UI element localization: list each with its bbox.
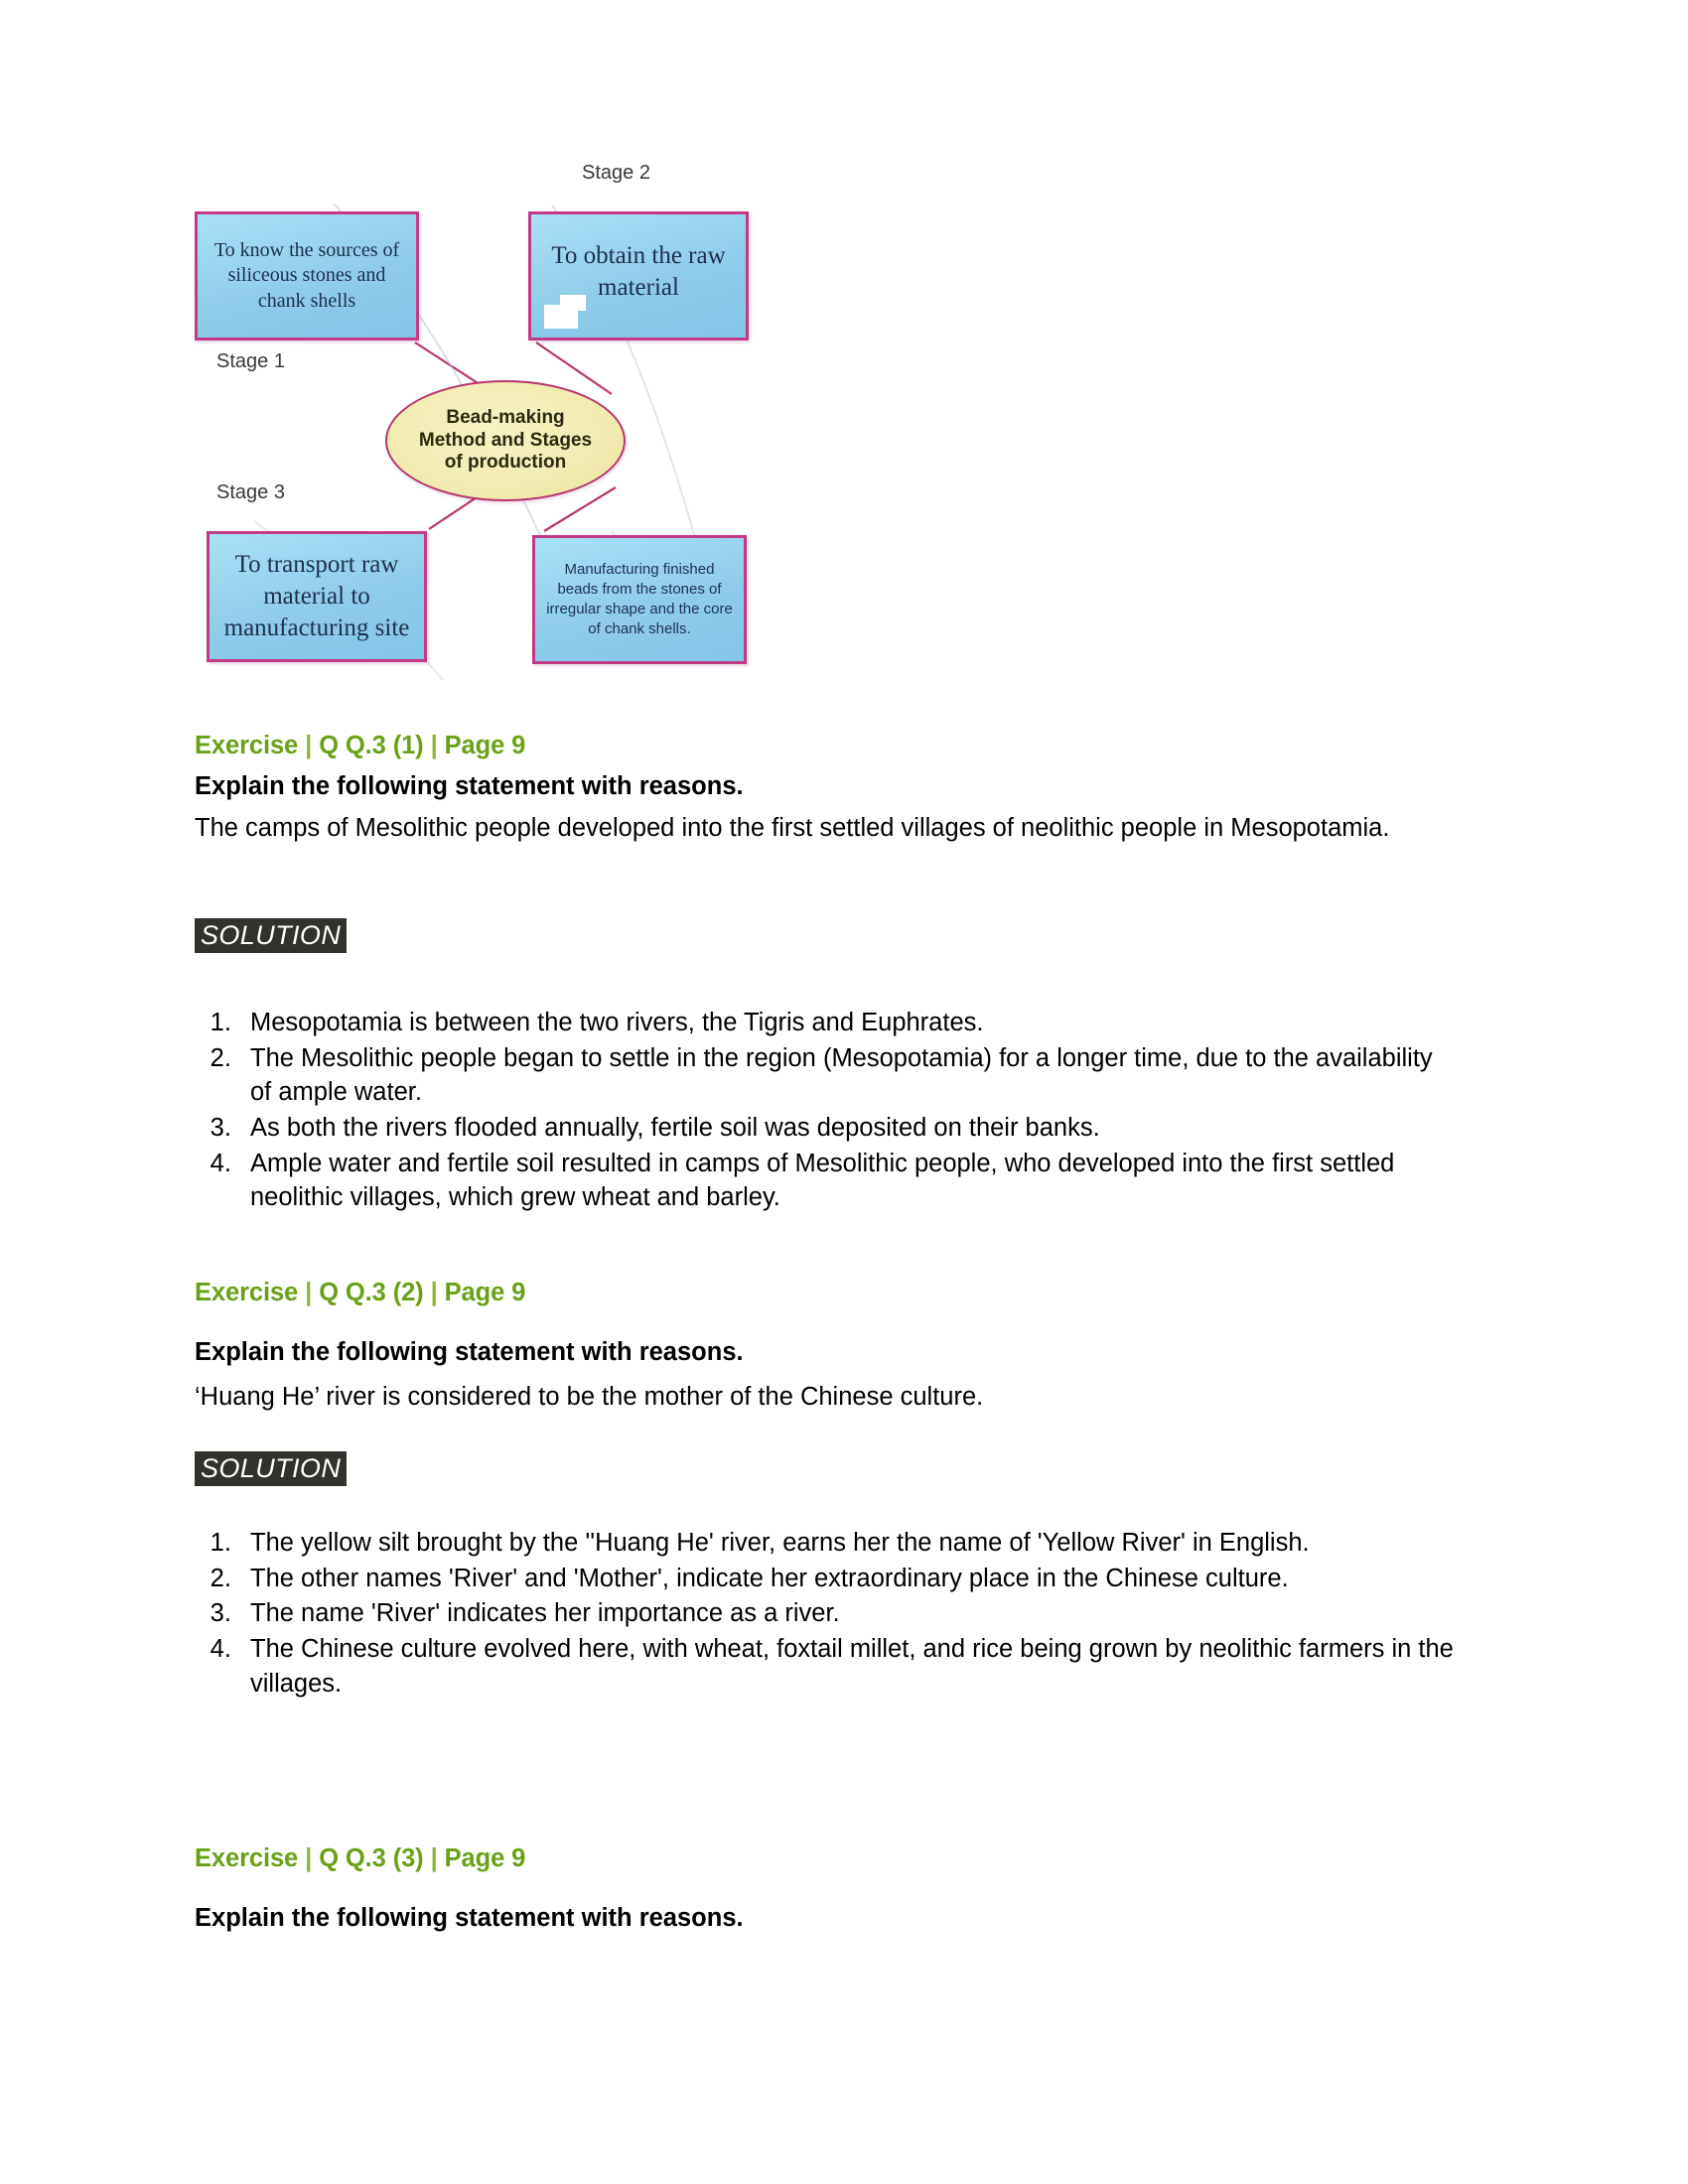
diagram-box-bottom-left bbox=[207, 531, 427, 662]
prompt-text-2: ‘Huang He’ river is considered to be the mother of the Chinese culture. bbox=[195, 1383, 984, 1411]
solution-list-1 bbox=[195, 1006, 1460, 1216]
heading-separator-2a: | bbox=[305, 1279, 313, 1306]
center-line-3: of production bbox=[444, 452, 567, 474]
diagram-box-bottom-right bbox=[532, 535, 747, 664]
heading-separator-1b: | bbox=[430, 732, 438, 759]
prompt-bold-1: Explain the following statement with reasons. bbox=[195, 772, 744, 800]
diagram-box-bottom-left-text: To transport raw material to manufacturing site bbox=[223, 551, 410, 641]
stage-label-3: Stage 3 bbox=[216, 481, 285, 503]
diagram-box-top-left-text: To know the sources of siliceous stones and chank shells bbox=[213, 238, 400, 312]
list-item: 2. The Mesolithic people began to settle in the region (Mesopotamia) for a longer time, due to the availability of ample water. bbox=[238, 1041, 1460, 1110]
list-item: 1. The yellow silt brought by the ''Huang He' river, earns her the name of 'Yellow River' in English. bbox=[238, 1526, 1460, 1561]
prompt-text-1: The camps of Mesolithic people developed into the first settled villages of neolithic people in Mesopotamia. bbox=[195, 814, 1390, 842]
center-line-2: Method and Stages bbox=[418, 429, 593, 451]
diagram-box-top-right-text: To obtain the raw material bbox=[551, 242, 726, 301]
heading-separator-2b: | bbox=[430, 1279, 438, 1306]
stage-label-2: Stage 2 bbox=[582, 162, 650, 184]
list-item: 3. The name 'River' indicates her importance as a river. bbox=[238, 1596, 1460, 1631]
list-item: 2. The other names 'River' and 'Mother', indicate her extraordinary place in the Chinese culture. bbox=[238, 1562, 1460, 1596]
exercise-label-2: Exercise bbox=[195, 1279, 299, 1306]
diagram-center-text bbox=[419, 407, 592, 474]
prompt-bold-3: Explain the following statement with reasons. bbox=[195, 1904, 744, 1932]
exercise-label-3: Exercise bbox=[195, 1844, 299, 1872]
heading-separator-3b: | bbox=[430, 1844, 438, 1872]
bead-making-stages-diagram bbox=[195, 162, 830, 710]
heading-separator-3a: | bbox=[305, 1844, 313, 1872]
solution-badge-1: SOLUTION bbox=[195, 918, 347, 953]
exercise-page-2: Page 9 bbox=[444, 1279, 526, 1306]
stage-label-1: Stage 1 bbox=[216, 350, 285, 372]
heading-separator-1a: | bbox=[305, 732, 313, 759]
exercise-question-1: Q Q.3 (1) bbox=[319, 732, 424, 759]
diagram-center-ellipse bbox=[385, 380, 626, 501]
exercise-label-1: Exercise bbox=[195, 732, 299, 759]
exercise-question-2: Q Q.3 (2) bbox=[319, 1279, 424, 1306]
exercise-question-3: Q Q.3 (3) bbox=[319, 1844, 424, 1872]
exercise-page-3: Page 9 bbox=[444, 1844, 526, 1872]
exercise-heading-2 bbox=[195, 1279, 525, 1307]
diagram-box-top-left bbox=[195, 211, 419, 341]
exercise-page-1: Page 9 bbox=[444, 732, 526, 759]
list-item: 1. Mesopotamia is between the two rivers, the Tigris and Euphrates. bbox=[238, 1006, 1460, 1040]
scan-artifact-secondary bbox=[560, 295, 586, 311]
list-item: 3. As both the rivers flooded annually, fertile soil was deposited on their banks. bbox=[238, 1111, 1460, 1146]
prompt-bold-2: Explain the following statement with reasons. bbox=[195, 1338, 744, 1366]
solution-list-2 bbox=[195, 1526, 1460, 1702]
exercise-heading-3 bbox=[195, 1844, 525, 1873]
exercise-heading-1 bbox=[195, 732, 525, 760]
solution-badge-2: SOLUTION bbox=[195, 1451, 347, 1486]
diagram-box-bottom-right-text: Manufacturing finished beads from the stones of irregular shape and the core of chank shells. bbox=[546, 560, 733, 638]
list-item: 4. The Chinese culture evolved here, with wheat, foxtail millet, and rice being grown by neolithic farmers in the villages. bbox=[238, 1632, 1460, 1701]
center-line-1: Bead-making bbox=[446, 407, 565, 429]
list-item: 4. Ample water and fertile soil resulted in camps of Mesolithic people, who developed into the first settled neolithic villages, which grew wheat and barley. bbox=[238, 1147, 1460, 1215]
